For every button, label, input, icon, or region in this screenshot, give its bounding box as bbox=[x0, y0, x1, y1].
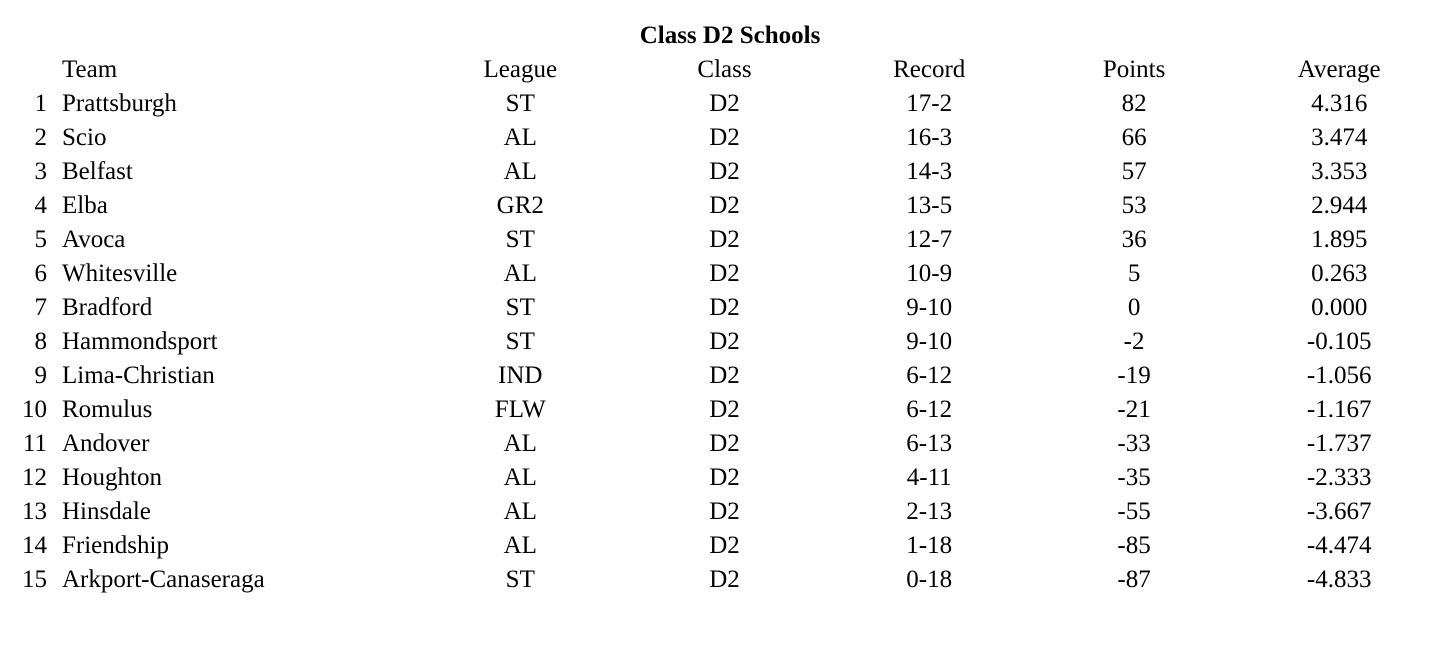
cell-average: 0.000 bbox=[1311, 294, 1368, 321]
header-average: Average bbox=[1297, 56, 1381, 83]
cell-record: 2-13 bbox=[906, 498, 953, 525]
table-row bbox=[22, 495, 1442, 529]
cell-rank: 12 bbox=[22, 464, 47, 491]
cell-rank: 8 bbox=[34, 328, 47, 355]
cell-league: AL bbox=[503, 430, 537, 457]
cell-team: Arkport-Canaseraga bbox=[62, 566, 265, 593]
cell-rank: 4 bbox=[34, 192, 47, 219]
table-row bbox=[22, 461, 1442, 495]
cell-average: 0.263 bbox=[1311, 260, 1368, 287]
cell-average: -0.105 bbox=[1306, 328, 1372, 355]
header-points: Points bbox=[1102, 56, 1166, 83]
cell-class: D2 bbox=[709, 90, 740, 117]
cell-team: Belfast bbox=[62, 158, 133, 185]
cell-record: 0-18 bbox=[906, 566, 953, 593]
cell-league: ST bbox=[505, 294, 535, 321]
cell-team: Elba bbox=[62, 192, 108, 219]
cell-class: D2 bbox=[709, 362, 740, 389]
cell-record: 6-12 bbox=[906, 396, 953, 423]
cell-average: -3.667 bbox=[1306, 498, 1372, 525]
cell-class: D2 bbox=[709, 226, 740, 253]
table-row bbox=[22, 121, 1442, 155]
header-class: Class bbox=[697, 56, 752, 83]
cell-team: Hammondsport bbox=[62, 328, 218, 355]
cell-class: D2 bbox=[709, 192, 740, 219]
cell-team: Hinsdale bbox=[62, 498, 151, 525]
table-row bbox=[22, 87, 1442, 121]
cell-average: 2.944 bbox=[1311, 192, 1368, 219]
cell-average: -4.474 bbox=[1306, 532, 1372, 559]
cell-average: -1.056 bbox=[1306, 362, 1372, 389]
cell-points: 66 bbox=[1121, 124, 1147, 151]
cell-record: 1-18 bbox=[906, 532, 953, 559]
cell-record: 4-11 bbox=[906, 464, 952, 491]
cell-class: D2 bbox=[709, 396, 740, 423]
cell-league: AL bbox=[503, 158, 537, 185]
cell-rank: 15 bbox=[22, 566, 47, 593]
table-row bbox=[22, 291, 1442, 325]
cell-record: 16-3 bbox=[906, 124, 953, 151]
cell-points: -33 bbox=[1117, 430, 1151, 457]
cell-league: AL bbox=[503, 260, 537, 287]
cell-average: 3.474 bbox=[1311, 124, 1368, 151]
cell-class: D2 bbox=[709, 294, 740, 321]
cell-record: 9-10 bbox=[906, 328, 953, 355]
cell-team: Prattsburgh bbox=[62, 90, 177, 117]
cell-class: D2 bbox=[709, 498, 740, 525]
cell-rank: 3 bbox=[34, 158, 47, 185]
cell-average: -2.333 bbox=[1306, 464, 1372, 491]
cell-points: -35 bbox=[1117, 464, 1151, 491]
cell-average: 4.316 bbox=[1311, 90, 1368, 117]
cell-points: -85 bbox=[1117, 532, 1151, 559]
standings-table bbox=[22, 53, 1442, 597]
cell-rank: 14 bbox=[22, 532, 47, 559]
table-row bbox=[22, 325, 1442, 359]
header-team: Team bbox=[62, 56, 118, 83]
cell-points: 57 bbox=[1121, 158, 1147, 185]
cell-team: Scio bbox=[62, 124, 107, 151]
cell-rank: 2 bbox=[34, 124, 47, 151]
cell-record: 6-12 bbox=[906, 362, 953, 389]
cell-rank: 9 bbox=[34, 362, 47, 389]
cell-points: -55 bbox=[1117, 498, 1151, 525]
cell-points: -87 bbox=[1117, 566, 1151, 593]
header-row bbox=[22, 53, 1442, 87]
cell-league: ST bbox=[505, 566, 535, 593]
cell-rank: 5 bbox=[34, 226, 47, 253]
cell-rank: 11 bbox=[22, 430, 47, 457]
cell-team: Whitesville bbox=[62, 260, 178, 287]
cell-points: -2 bbox=[1123, 328, 1145, 355]
table-row bbox=[22, 359, 1442, 393]
cell-team: Bradford bbox=[62, 294, 153, 321]
cell-team: Andover bbox=[62, 430, 150, 457]
cell-rank: 6 bbox=[34, 260, 47, 287]
cell-points: 82 bbox=[1121, 90, 1147, 117]
header-rank bbox=[22, 53, 62, 87]
cell-average: -1.167 bbox=[1306, 396, 1372, 423]
cell-class: D2 bbox=[709, 328, 740, 355]
table-row bbox=[22, 563, 1442, 597]
cell-team: Avoca bbox=[62, 226, 126, 253]
cell-class: D2 bbox=[709, 532, 740, 559]
cell-league: AL bbox=[503, 464, 537, 491]
cell-points: 5 bbox=[1127, 260, 1141, 287]
cell-class: D2 bbox=[709, 566, 740, 593]
cell-class: D2 bbox=[709, 430, 740, 457]
cell-points: -19 bbox=[1117, 362, 1151, 389]
table-row bbox=[22, 529, 1442, 563]
cell-league: AL bbox=[503, 532, 537, 559]
cell-class: D2 bbox=[709, 260, 740, 287]
cell-points: -21 bbox=[1117, 396, 1151, 423]
cell-points: 53 bbox=[1121, 192, 1147, 219]
table-title: Class D2 Schools bbox=[639, 22, 821, 49]
cell-team: Houghton bbox=[62, 464, 162, 491]
table-row bbox=[22, 155, 1442, 189]
table-row bbox=[22, 427, 1442, 461]
cell-record: 6-13 bbox=[906, 430, 953, 457]
header-league: League bbox=[483, 56, 558, 83]
cell-record: 10-9 bbox=[906, 260, 953, 287]
cell-class: D2 bbox=[709, 464, 740, 491]
cell-league: AL bbox=[503, 498, 537, 525]
cell-record: 12-7 bbox=[906, 226, 953, 253]
table-row bbox=[22, 223, 1442, 257]
table-row bbox=[22, 393, 1442, 427]
cell-average: -1.737 bbox=[1306, 430, 1372, 457]
cell-league: ST bbox=[505, 90, 535, 117]
cell-team: Friendship bbox=[62, 532, 169, 559]
header-record: Record bbox=[893, 56, 966, 83]
cell-rank: 10 bbox=[22, 396, 47, 423]
cell-league: ST bbox=[505, 328, 535, 355]
cell-team: Romulus bbox=[62, 396, 153, 423]
cell-record: 14-3 bbox=[906, 158, 953, 185]
cell-league: AL bbox=[503, 124, 537, 151]
cell-rank: 13 bbox=[22, 498, 47, 525]
cell-average: -4.833 bbox=[1306, 566, 1372, 593]
cell-record: 13-5 bbox=[906, 192, 953, 219]
table-row bbox=[22, 257, 1442, 291]
cell-class: D2 bbox=[709, 158, 740, 185]
cell-rank: 1 bbox=[34, 90, 47, 117]
cell-league: GR2 bbox=[496, 192, 544, 219]
cell-points: 36 bbox=[1121, 226, 1147, 253]
cell-record: 9-10 bbox=[906, 294, 953, 321]
table-row bbox=[22, 189, 1442, 223]
cell-points: 0 bbox=[1127, 294, 1141, 321]
cell-team: Lima-Christian bbox=[62, 362, 215, 389]
cell-rank: 7 bbox=[34, 294, 47, 321]
cell-record: 17-2 bbox=[906, 90, 953, 117]
cell-league: IND bbox=[498, 362, 543, 389]
cell-league: ST bbox=[505, 226, 535, 253]
cell-league: FLW bbox=[494, 396, 546, 423]
cell-average: 3.353 bbox=[1311, 158, 1368, 185]
cell-class: D2 bbox=[709, 124, 740, 151]
cell-average: 1.895 bbox=[1311, 226, 1368, 253]
